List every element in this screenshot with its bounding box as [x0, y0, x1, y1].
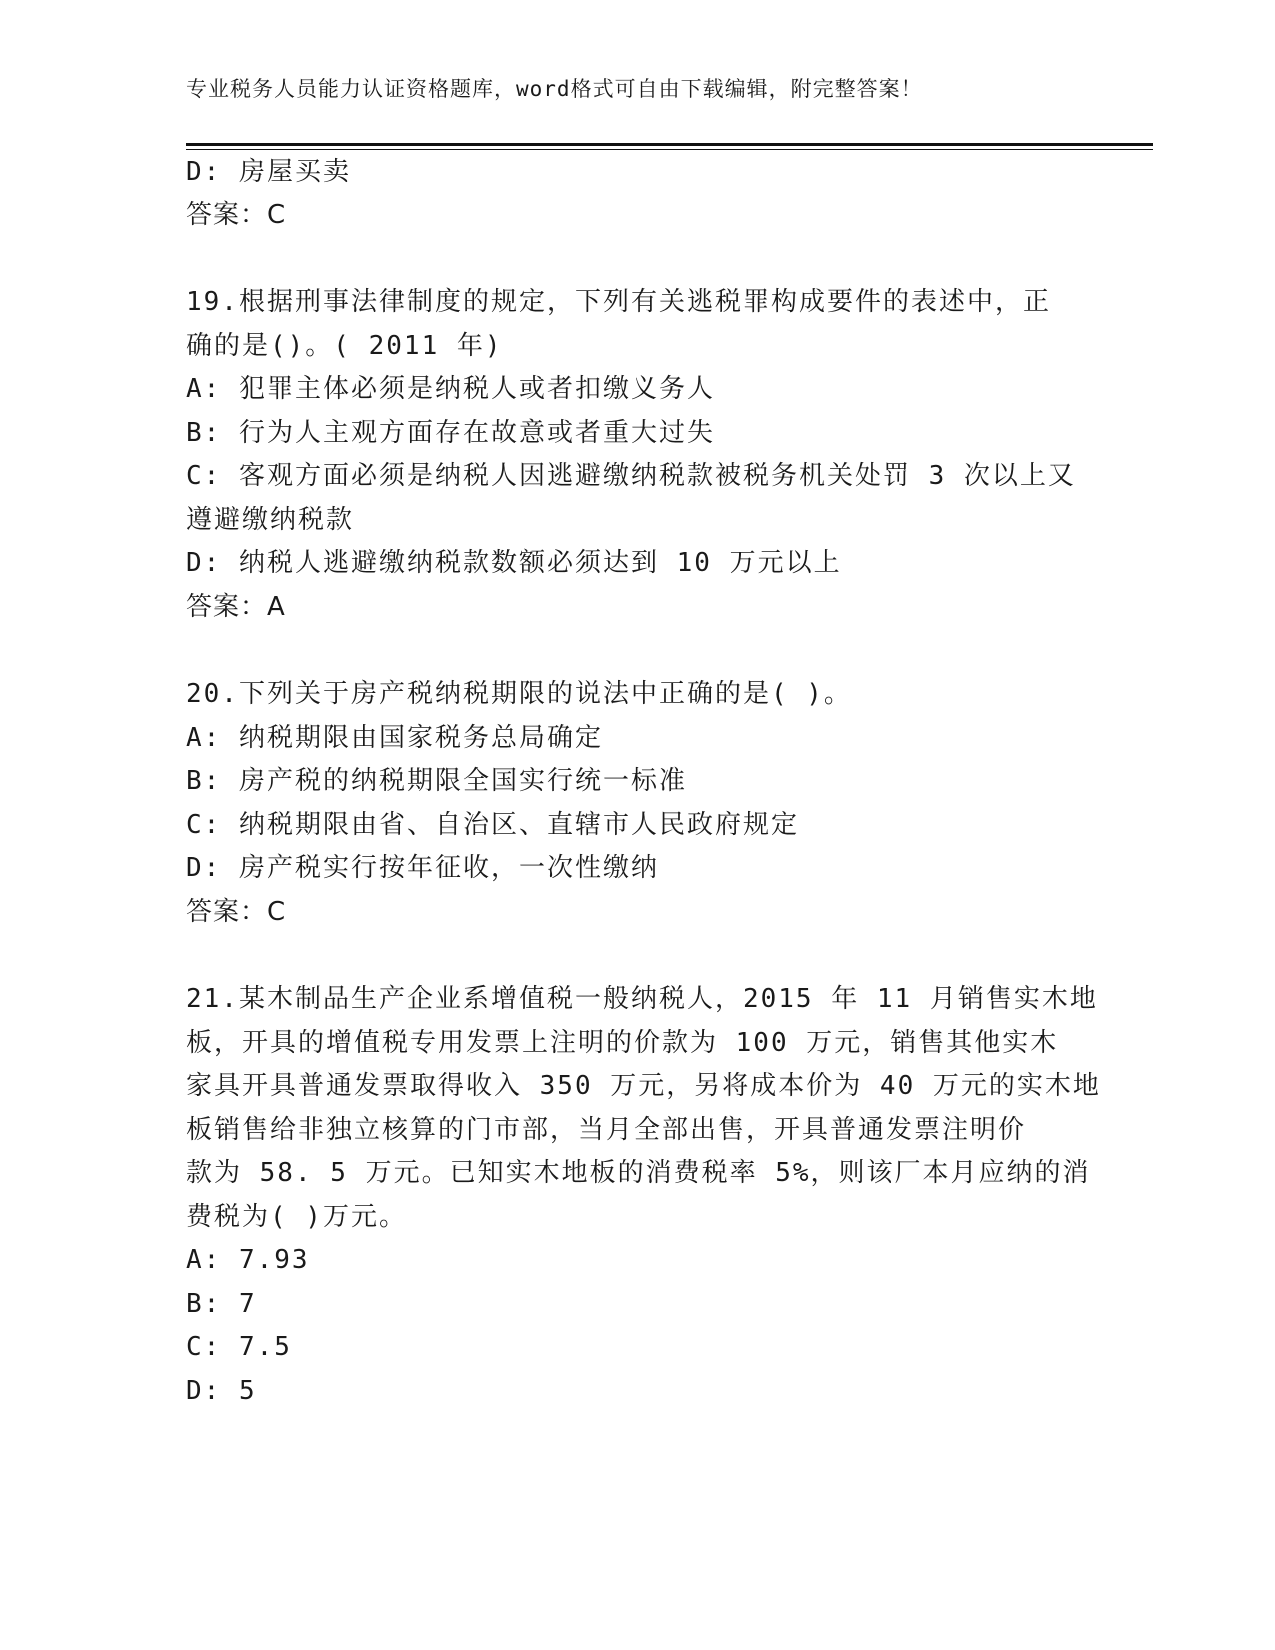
q20-option-d: D: 房产税实行按年征收，一次性缴纳 [186, 853, 659, 883]
q19-option-c-line2: 遵避缴纳税款 [186, 505, 355, 535]
q21-stem-line5: 款为 58. 5 万元。已知实木地板的消费税率 5%，则该厂本月应纳的消 [186, 1158, 1091, 1188]
prev-option-d: D: 房屋买卖 [186, 157, 351, 187]
q20-option-b: B: 房产税的纳税期限全国实行统一标准 [186, 766, 687, 796]
q21-option-a: A: 7.93 [186, 1245, 310, 1275]
q21-stem-line2: 板，开具的增值税专用发票上注明的价款为 100 万元，销售其他实木 [186, 1028, 1059, 1058]
q19-stem-line2: 确的是()。( 2011 年) [186, 331, 503, 361]
page-header: 专业税务人员能力认证资格题库，word格式可自由下载编辑，附完整答案！ [186, 77, 923, 101]
q19-option-c-line1: C: 客观方面必须是纳税人因逃避缴纳税款被税务机关处罚 3 次以上又 [186, 461, 1076, 491]
q19-option-b: B: 行为人主观方面存在故意或者重大过失 [186, 418, 715, 448]
q20-answer: 答案：C [186, 897, 287, 927]
q21-stem-line6: 费税为( )万元。 [186, 1202, 407, 1232]
prev-answer: 答案：C [186, 200, 287, 230]
q19-answer: 答案：A [186, 592, 286, 622]
q21-stem-line1: 21.某木制品生产企业系增值税一般纳税人，2015 年 11 月销售实木地 [186, 984, 1098, 1014]
q19-option-a: A: 犯罪主体必须是纳税人或者扣缴义务人 [186, 374, 715, 404]
q21-stem-line4: 板销售给非独立核算的门市部，当月全部出售，开具普通发票注明价 [186, 1115, 1027, 1145]
q21-stem-line3: 家具开具普通发票取得收入 350 万元，另将成本价为 40 万元的实木地 [186, 1071, 1101, 1101]
q21-option-c: C: 7.5 [186, 1332, 292, 1362]
q21-option-b: B: 7 [186, 1289, 257, 1319]
q19-option-d: D: 纳税人逃避缴纳税款数额必须达到 10 万元以上 [186, 548, 842, 578]
q20-option-a: A: 纳税期限由国家税务总局确定 [186, 723, 603, 753]
q21-option-d: D: 5 [186, 1376, 257, 1406]
header-rule-thick [186, 143, 1153, 146]
q20-stem: 20.下列关于房产税纳税期限的说法中正确的是( )。 [186, 679, 852, 709]
q19-stem-line1: 19.根据刑事法律制度的规定，下列有关逃税罪构成要件的表述中，正 [186, 287, 1051, 317]
q20-option-c: C: 纳税期限由省、自治区、直辖市人民政府规定 [186, 810, 799, 840]
